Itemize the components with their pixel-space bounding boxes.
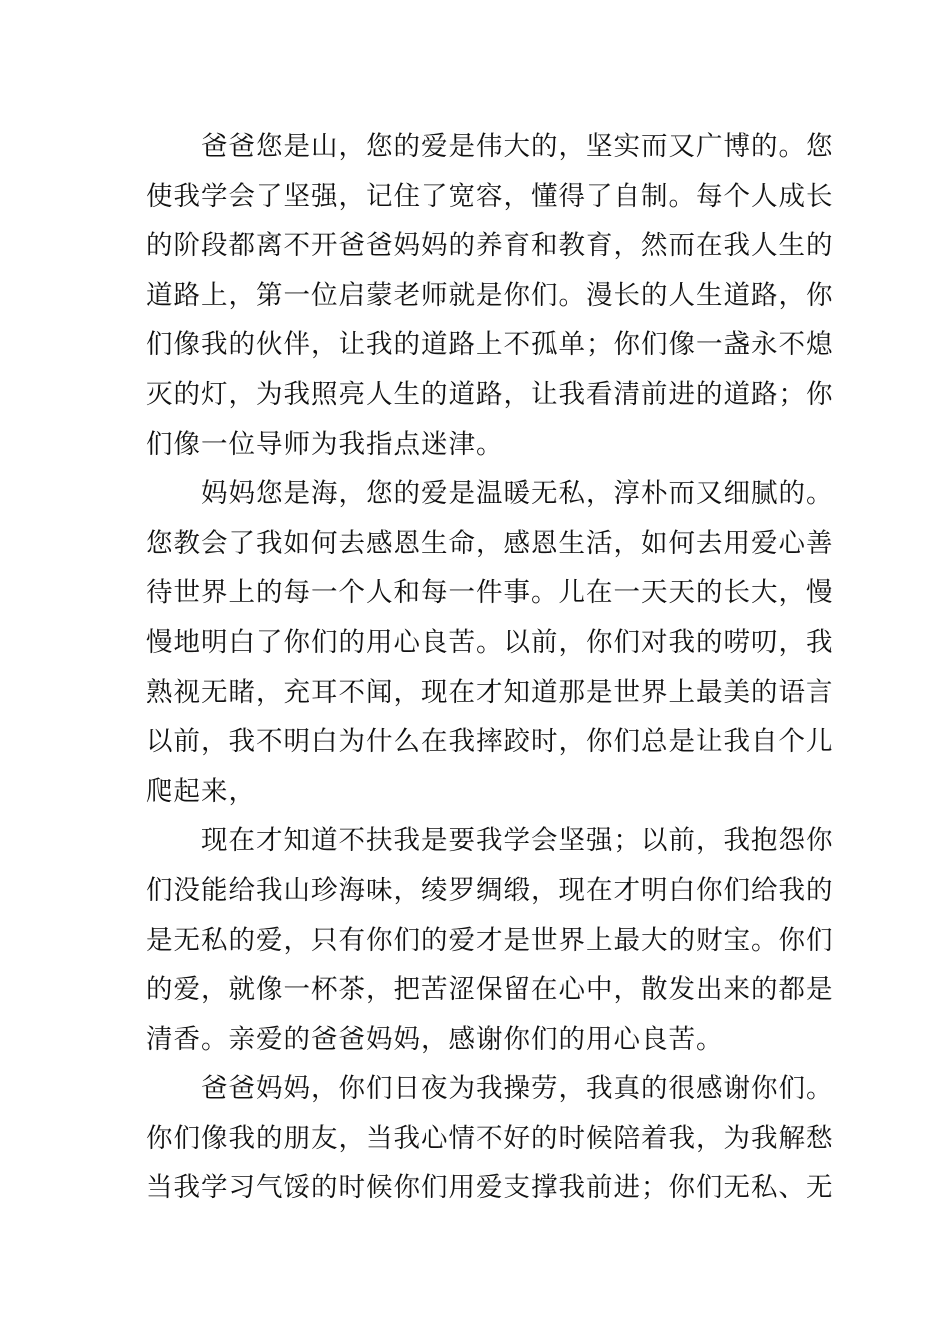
paragraph-line: 的爱，就像一杯茶，把苦涩保留在心中，散发出来的都是 — [146, 974, 834, 1006]
paragraph-line: 熟视无睹，充耳不闻，现在才知道那是世界上最美的语言 — [146, 676, 834, 708]
paragraph-understanding — [146, 816, 834, 1064]
paragraph-line: 你们像我的朋友，当我心情不好的时候陪着我，为我解愁 — [146, 1122, 834, 1154]
paragraph-line: 的阶段都离不开爸爸妈妈的养育和教育，然而在我人生的 — [146, 230, 834, 262]
paragraph-line: 灭的灯，为我照亮人生的道路，让我看清前进的道路；你 — [146, 378, 834, 410]
paragraph-mother — [146, 469, 834, 816]
paragraph-line: 们像一位导师为我指点迷津。 — [146, 428, 504, 460]
paragraph-line: 爸爸您是山，您的爱是伟大的，坚实而又广博的。您 — [201, 131, 834, 162]
paragraph-line: 清香。亲爱的爸爸妈妈，感谢你们的用心良苦。 — [146, 1023, 724, 1055]
paragraph-gratitude — [146, 1064, 834, 1213]
paragraph-father — [146, 122, 834, 469]
document-body — [146, 122, 834, 1213]
paragraph-line: 是无私的爱，只有你们的爱才是世界上最大的财宝。你们 — [146, 924, 834, 956]
paragraph-line: 们没能给我山珍海味，绫罗绸缎，现在才明白你们给我的 — [146, 874, 834, 906]
paragraph-line: 当我学习气馁的时候你们用爱支撑我前进；你们无私、无 — [146, 1172, 834, 1204]
paragraph-line: 您教会了我如何去感恩生命，感恩生活，如何去用爱心善 — [146, 527, 834, 559]
paragraph-line: 使我学会了坚强，记住了宽容，懂得了自制。每个人成长 — [146, 180, 834, 212]
paragraph-line: 爬起来， — [146, 775, 256, 807]
paragraph-line: 爸爸妈妈，你们日夜为我操劳，我真的很感谢你们。 — [201, 1073, 834, 1105]
paragraph-line: 现在才知道不扶我是要我学会坚强；以前，我抱怨你 — [201, 825, 834, 857]
paragraph-line: 以前，我不明白为什么在我摔跤时，你们总是让我自个儿 — [146, 726, 834, 758]
paragraph-line: 妈妈您是海，您的爱是温暖无私，淳朴而又细腻的。 — [201, 478, 834, 510]
paragraph-line: 待世界上的每一个人和每一件事。儿在一天天的长大，慢 — [146, 577, 834, 609]
paragraph-line: 道路上，第一位启蒙老师就是你们。漫长的人生道路，你 — [146, 279, 834, 311]
paragraph-line: 慢地明白了你们的用心良苦。以前，你们对我的唠叨，我 — [146, 626, 834, 658]
paragraph-line: 们像我的伙伴，让我的道路上不孤单；你们像一盏永不熄 — [146, 329, 834, 361]
